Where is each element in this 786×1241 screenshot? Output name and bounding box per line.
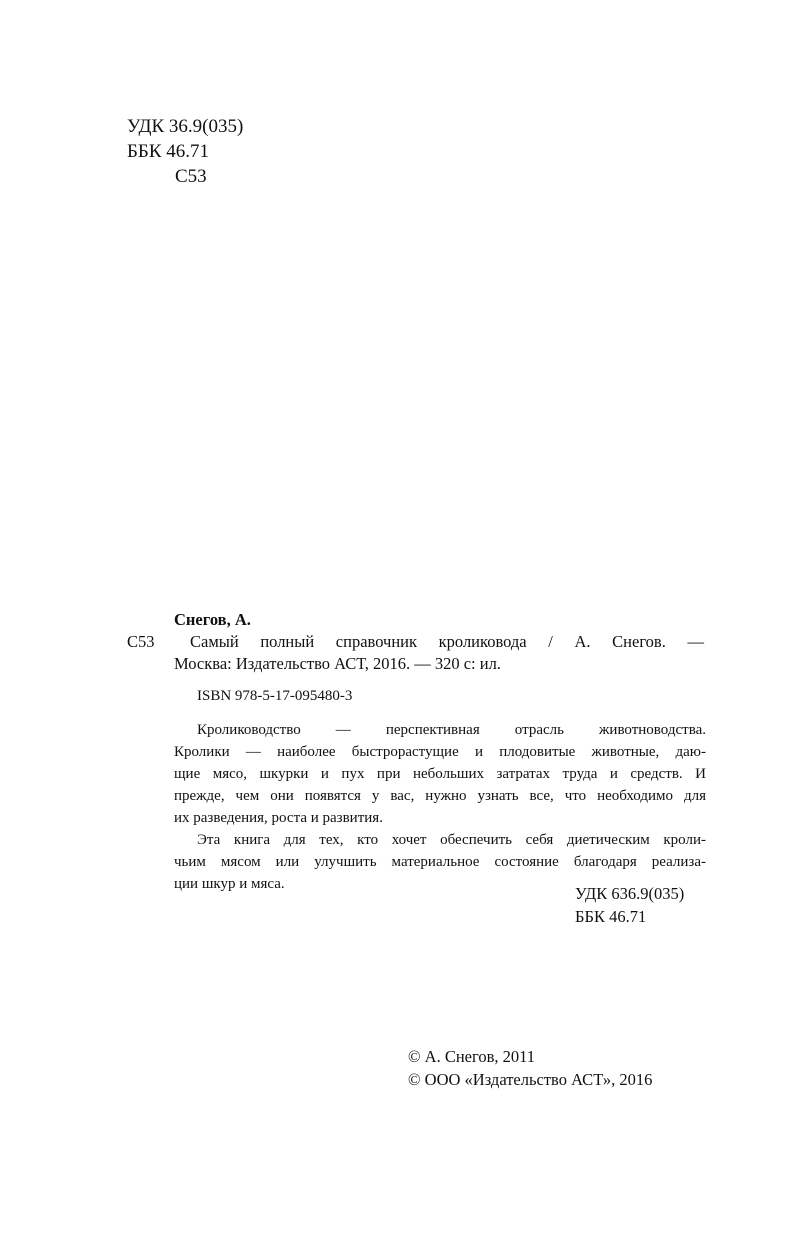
annotation-line: Кролиководство — перспективная отрасль животноводства. [197, 722, 706, 738]
copyright-publisher: © ООО «Издательство АСТ», 2016 [408, 1070, 653, 1089]
title-line-1: Самый полный справочник кроликовода / А. Снегов. — [190, 632, 704, 651]
annotation-line: Эта книга для тех, кто хочет обеспечить себя диетическим кроли- [197, 832, 706, 848]
annotation-line: Кролики — наиболее быстрорастущие и плодовитые животные, даю- [174, 744, 706, 760]
isbn: ISBN 978-5-17-095480-3 [197, 688, 353, 704]
author-sign: С53 [127, 632, 155, 651]
author-sign: С53 [175, 166, 207, 187]
annotation-line: щие мясо, шкурки и пух при небольших затратах труда и средств. И [174, 766, 706, 782]
author-heading: Снегов, А. [174, 610, 251, 629]
udk-code: УДК 636.9(035) [575, 884, 685, 903]
copyright-author: © А. Снегов, 2011 [408, 1047, 536, 1066]
bbk-code: ББК 46.71 [127, 141, 209, 162]
annotation-line: их разведения, роста и развития. [174, 810, 383, 826]
annotation-line: чьим мясом или улучшить материальное состояние благодаря реализа- [174, 854, 706, 870]
title-line-2: Москва: Издательство АСТ, 2016. — 320 с: ил. [174, 654, 501, 673]
annotation-line: прежде, чем они появятся у вас, нужно узнать все, что необходимо для [174, 788, 706, 804]
udk-code: УДК 36.9(035) [127, 116, 244, 137]
annotation-line: ции шкур и мяса. [174, 876, 285, 892]
bbk-code: ББК 46.71 [575, 907, 647, 926]
